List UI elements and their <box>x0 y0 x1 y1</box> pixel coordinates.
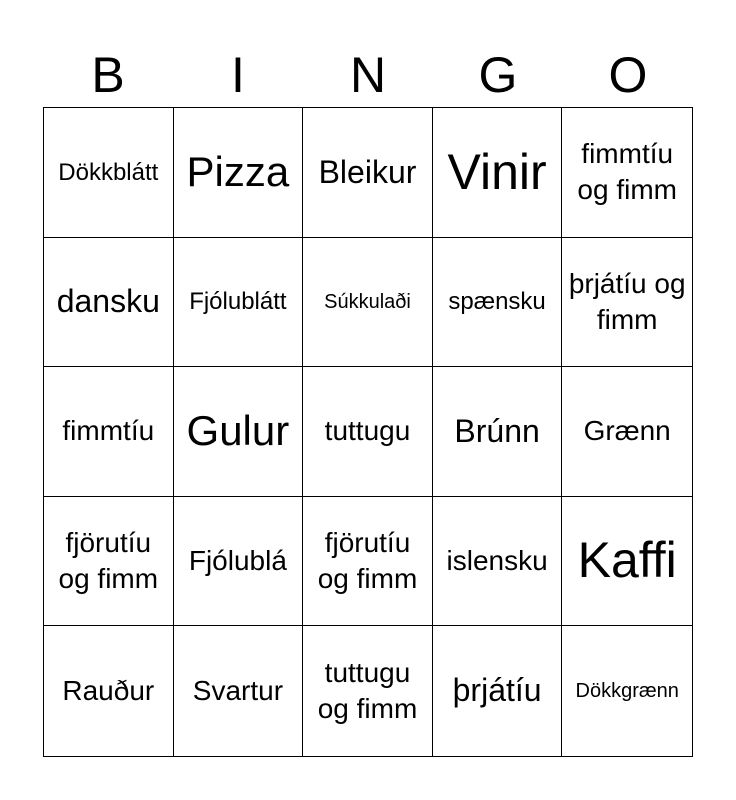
bingo-cell[interactable]: þrjátíu og fimm <box>562 238 692 368</box>
bingo-cell[interactable]: fjörutíu og fimm <box>303 497 433 627</box>
bingo-cell[interactable]: tuttugu og fimm <box>303 626 433 756</box>
header-letter-g: G <box>478 47 518 103</box>
bingo-cell[interactable]: dansku <box>44 238 174 368</box>
bingo-cell[interactable]: Dökkgrænn <box>575 680 679 703</box>
bingo-cell[interactable]: Vinir <box>433 108 563 238</box>
bingo-cell[interactable]: spænsku <box>433 238 563 368</box>
header-letter-i: I <box>231 47 245 103</box>
bingo-cell[interactable]: Dökkblátt <box>44 108 174 238</box>
bingo-cell[interactable]: fimmtíu og fimm <box>562 108 692 238</box>
bingo-cell[interactable]: Rauður <box>44 626 174 756</box>
bingo-cell[interactable]: Fjólublátt <box>174 238 304 368</box>
bingo-cell[interactable]: Grænn <box>562 367 692 497</box>
bingo-header <box>43 44 693 106</box>
bingo-cell[interactable]: Brúnn <box>433 367 563 497</box>
header-letter-n: N <box>349 47 387 103</box>
bingo-cell[interactable]: Kaffi <box>562 497 692 627</box>
bingo-board <box>43 107 693 757</box>
header-letter-o: O <box>608 47 648 103</box>
bingo-cell[interactable]: fimmtíu <box>44 367 174 497</box>
bingo-cell[interactable]: Súkkulaði <box>303 238 433 368</box>
bingo-cell[interactable]: þrjátíu <box>433 626 563 756</box>
bingo-cell[interactable]: islensku <box>433 497 563 627</box>
bingo-cell[interactable]: tuttugu <box>303 367 433 497</box>
bingo-cell[interactable]: Gulur <box>174 367 304 497</box>
bingo-cell[interactable]: Fjólublá <box>174 497 304 627</box>
bingo-cell[interactable]: Svartur <box>174 626 304 756</box>
bingo-cell[interactable]: Bleikur <box>303 108 433 238</box>
header-letter-b: B <box>91 47 125 103</box>
bingo-cell[interactable]: Pizza <box>174 108 304 238</box>
bingo-cell[interactable]: fjörutíu og fimm <box>44 497 174 627</box>
